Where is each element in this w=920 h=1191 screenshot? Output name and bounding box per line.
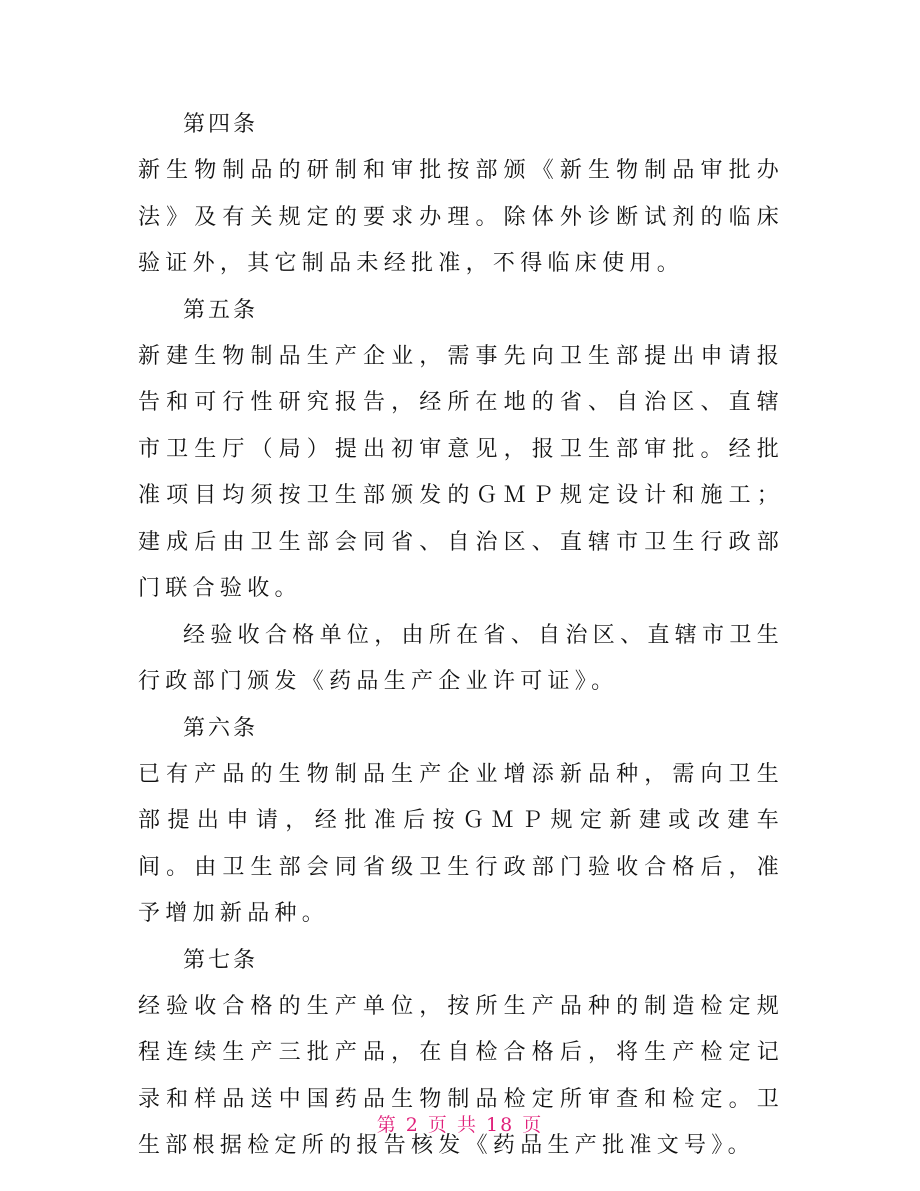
article-heading: 第五条 [183,297,259,323]
article-heading: 第七条 [183,947,259,973]
article-paragraph: 经验收合格的生产单位，按所生产品种的制造检定规程连续生产三批产品，在自检合格后，将生产检定记录和样品送中国药品生物制品检定所审查和检定。卫生部根据检定所的报告核发《药品生产批准文号》。 [138,993,784,1158]
article-heading: 第四条 [183,112,259,137]
article-paragraph: 新建生物制品生产企业，需事先向卫生部提出申请报告和可行性研究报告，经所在地的省、自治区、直辖市卫生厅（局）提出初审意见，报卫生部审批。经批准项目均须按卫生部颁发的ＧＭＰ规定设计和施工；建成后由卫生部会同省、自治区、直辖市卫生行政部门联合验收。 [138,343,784,601]
page-number-footer: 第 2 页 共 18 页 [376,1114,544,1136]
article-heading: 第六条 [183,715,259,741]
article-paragraph-indented: 经验收合格单位，由所在省、自治区、直辖市卫生行政部门颁发《药品生产企业许可证》。 [138,622,784,694]
article-paragraph: 新生物制品的研制和审批按部颁《新生物制品审批办法》及有关规定的要求办理。除体外诊断试剂的临床验证外，其它制品未经批准，不得临床使用。 [138,158,784,276]
document-body [138,102,784,1170]
article-paragraph: 已有产品的生物制品生产企业增添新品种，需向卫生部提出申请，经批准后按ＧＭＰ规定新建或改建车间。由卫生部会同省级卫生行政部门验收合格后，准予增加新品种。 [138,761,784,926]
